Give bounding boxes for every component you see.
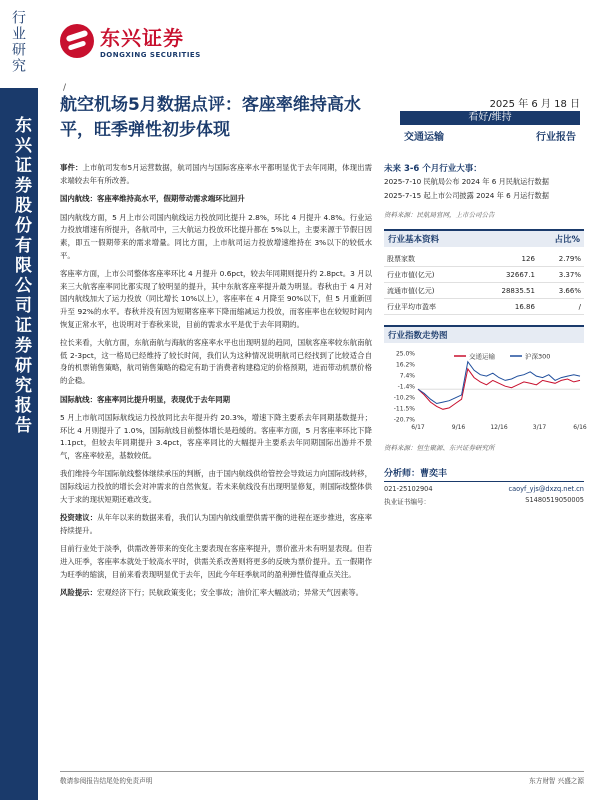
lead-investment: 投资建议： — [60, 513, 98, 523]
events-title: 未来 3-6 个月行业大事： — [384, 164, 482, 174]
event-item: 2025-7-15 起上市公司披露 2024 年 6 月运行数据 — [384, 191, 549, 200]
basic-info-table — [384, 251, 584, 315]
paragraph-season: 目前行业处于淡季，供需改善带来的变化主要表现在客座率提升，票价涨升未有明显表现。但若进入旺季，客座率本就处于较高水平时，供需关系改善则将更多的反映为票价提升。五一假期作为旺季的缩演，目前来看表现明显优于去年，因此今年旺季航司的盈利弹性值得重点关注。 — [60, 544, 372, 579]
report-date: 2025 年 6 月 18 日 — [400, 95, 580, 114]
row-value: 126 — [474, 251, 538, 267]
row-label: 行业市值(亿元) — [384, 267, 474, 283]
row-value: 32667.1 — [474, 267, 538, 283]
right-column — [384, 162, 587, 506]
y-tick-label: 7.4% — [399, 372, 415, 380]
table-row — [384, 251, 584, 267]
logo-cn: 东兴证券 — [100, 26, 184, 50]
analyst-cert: S1480519050005 — [525, 496, 584, 504]
chart-source: 资料来源：恒生聚源、东兴证券研究所 — [384, 444, 495, 452]
x-tick-label: 3/17 — [532, 424, 547, 431]
section-head-international: 国际航线：客座率同比提升明显，表现优于去年同期 — [60, 394, 230, 404]
paragraph-long-term: 拉长来看，大航方面，东航南航与海航的客座率水平也出现明显的趋同，国航客座率较东航南航低 2-3pct，这一格局已经维持了较长时间，我们认为这种情况说明航司已经找到了比较适合自身的机票销售策略，航司销售策略的稳定有助于消费者构建稳定的价格预期，进而带动机票价格的企稳。 — [60, 338, 372, 385]
index-chart — [384, 347, 587, 435]
x-tick-label: 6/16 — [573, 424, 587, 431]
y-tick-label: -1.4% — [397, 383, 415, 391]
events-source: 资料来源：民航局官网，上市公司公告 — [384, 211, 495, 219]
analyst-email[interactable]: caoyf_yjs@dxzq.net.cn — [508, 485, 584, 493]
basic-info-pct-header: 占比% — [554, 235, 580, 245]
row-pct: 3.66% — [538, 283, 584, 299]
analyst-phone: 021-25102904 — [384, 485, 433, 493]
basic-info-title: 行业基本资料 — [388, 235, 440, 245]
logo-en: DONGXING SECURITIES — [100, 51, 201, 59]
report-title: 航空机场5月数据点评：客座率维持高水平，旺季弹性初步体现 — [60, 95, 361, 140]
index-chart-svg — [384, 347, 587, 433]
logo-mark-icon — [60, 24, 94, 58]
paragraph-investment — [60, 512, 372, 537]
y-tick-label: -11.5% — [393, 405, 415, 413]
chart-title: 行业指数走势图 — [384, 325, 584, 343]
event-item: 2025-7-10 民航局公布 2024 年 6 月民航运行数据 — [384, 177, 549, 186]
paragraph-load-factor: 客座率方面，上市公司整体客座率环比 4 月提升 0.6pct，较去年同期则提升约 2.8pct。3 月以来三大航客座率同比都实现了较明显的提升，其中东航客座率提升最为明显。春秋由于 4 月对国内航线加大了运力投放（同比增长 10%以上），客座率在 4 月降至 90%以下，但 5 月重新回升至 92%的水平。春秋并没有因为短期客座率下降而缩减运力投放，而客座率也在较短时间内恢复正常水平，也说明对于春秋来说，目前的需求水平是优于去年同期的。 — [60, 269, 372, 329]
analyst-title: 分析师：曹奕丰 — [384, 466, 584, 482]
analyst-cert-label: 执业证书编号： — [384, 498, 431, 506]
y-tick-label: -10.2% — [393, 394, 415, 402]
row-label: 股票家数 — [384, 251, 474, 267]
row-label: 行业平均市盈率 — [384, 299, 474, 315]
paragraph-event — [60, 162, 372, 187]
paragraph-text: 宏观经济下行；民航政策变化；安全事故；油价汇率大幅波动；异常天气因素等。 — [96, 588, 364, 598]
industry-tag: 行业研究 — [10, 10, 26, 74]
table-row — [384, 283, 584, 299]
row-pct: 2.79% — [538, 251, 584, 267]
lead-risk: 风险提示： — [60, 588, 97, 598]
row-pct: 3.37% — [538, 267, 584, 283]
analyst-contact-row — [384, 485, 584, 493]
x-tick-label: 12/16 — [490, 424, 508, 431]
analyst-cert-row — [384, 496, 584, 506]
footer-divider — [60, 771, 584, 772]
paragraph-risk — [60, 587, 372, 600]
sector-row — [400, 128, 580, 143]
x-tick-label: 6/17 — [411, 424, 425, 431]
left-sidebar — [0, 0, 38, 800]
footer-disclaimer: 敬请参阅报告结尾处的免责声明 — [60, 777, 153, 785]
basic-info-header — [384, 229, 584, 247]
table-row — [384, 299, 584, 315]
paragraph-capacity: 国内航线方面，5 月上市公司国内航线运力投放同比提升 2.8%，环比 4 月提升 4.8%。行业运力投放增速有所提升，各航司中，三大航运力投放环比提升都在 5%以上，主要来源于节假日因素，即五一假期带来的需求增量。同比方面，上市航司运力投放增速维持在 3%以下的较低水平。 — [60, 212, 372, 260]
legend-label: 交通运输 — [469, 352, 495, 361]
sector-label: 交通运输 — [404, 132, 444, 143]
report-type-label: 行业报告 — [536, 132, 576, 143]
company-vertical-text: 东兴证券股份有限公司证券研究报告 — [11, 116, 31, 436]
y-tick-label: -20.7% — [393, 416, 415, 424]
row-label: 流通市值(亿元) — [384, 283, 474, 299]
section-head-domestic: 国内航线：客座率维持高水平，假期带动需求端环比回升 — [60, 194, 245, 204]
y-tick-label: 25.0% — [395, 350, 415, 358]
row-pct: / — [538, 299, 584, 315]
footer-slogan: 东方财智 兴盛之源 — [529, 777, 584, 785]
company-vertical-banner — [0, 88, 38, 800]
row-value: 16.86 — [474, 299, 538, 315]
row-value: 28835.51 — [474, 283, 538, 299]
title-slash: / — [63, 83, 67, 93]
table-row — [384, 267, 584, 283]
paragraph-text: 上市航司发布5月运营数据，航司国内与国际客座率水平都明显优于去年同期，体现出需求端较去年有所改善。 — [60, 163, 372, 185]
legend-label: 沪深300 — [525, 352, 551, 361]
main-body — [60, 162, 372, 606]
rating-badge: 看好/维持 — [400, 111, 580, 125]
company-logo — [60, 22, 201, 59]
y-tick-label: 16.2% — [395, 361, 415, 369]
paragraph-outlook: 我们维持今年国际航线整体继续承压的判断，由于国内航线供给管控会导致运力向国际线转移，国际线运力投放的增长会对冲需求的自然恢复。若未来航线没有出现明显修复，则国际线整体供大于求的现状短期还难改变。 — [60, 469, 372, 504]
paragraph-international: 5 月上市航司国际航线运力投放同比去年提升约 20.3%，增速下降主要系去年同期基数提升；环比 4 月则提升了 1.0%，国际航线目前整体增长是趋缓的。客座率方面，5 月客座率环比下降 1.1pct，但较去年同期提升 3.4pct，客座率同比的大幅提升主要系去年同期国际出游并不景气，客座率较差，基数较低。 — [60, 413, 372, 460]
x-tick-label: 9/16 — [451, 424, 466, 431]
lead-event: 事件： — [60, 163, 83, 172]
paragraph-text: 从年年以来的数据来看，我们认为国内航线重塑供需平衡的进程在逐步推进，客座率持续提升。 — [60, 513, 372, 535]
